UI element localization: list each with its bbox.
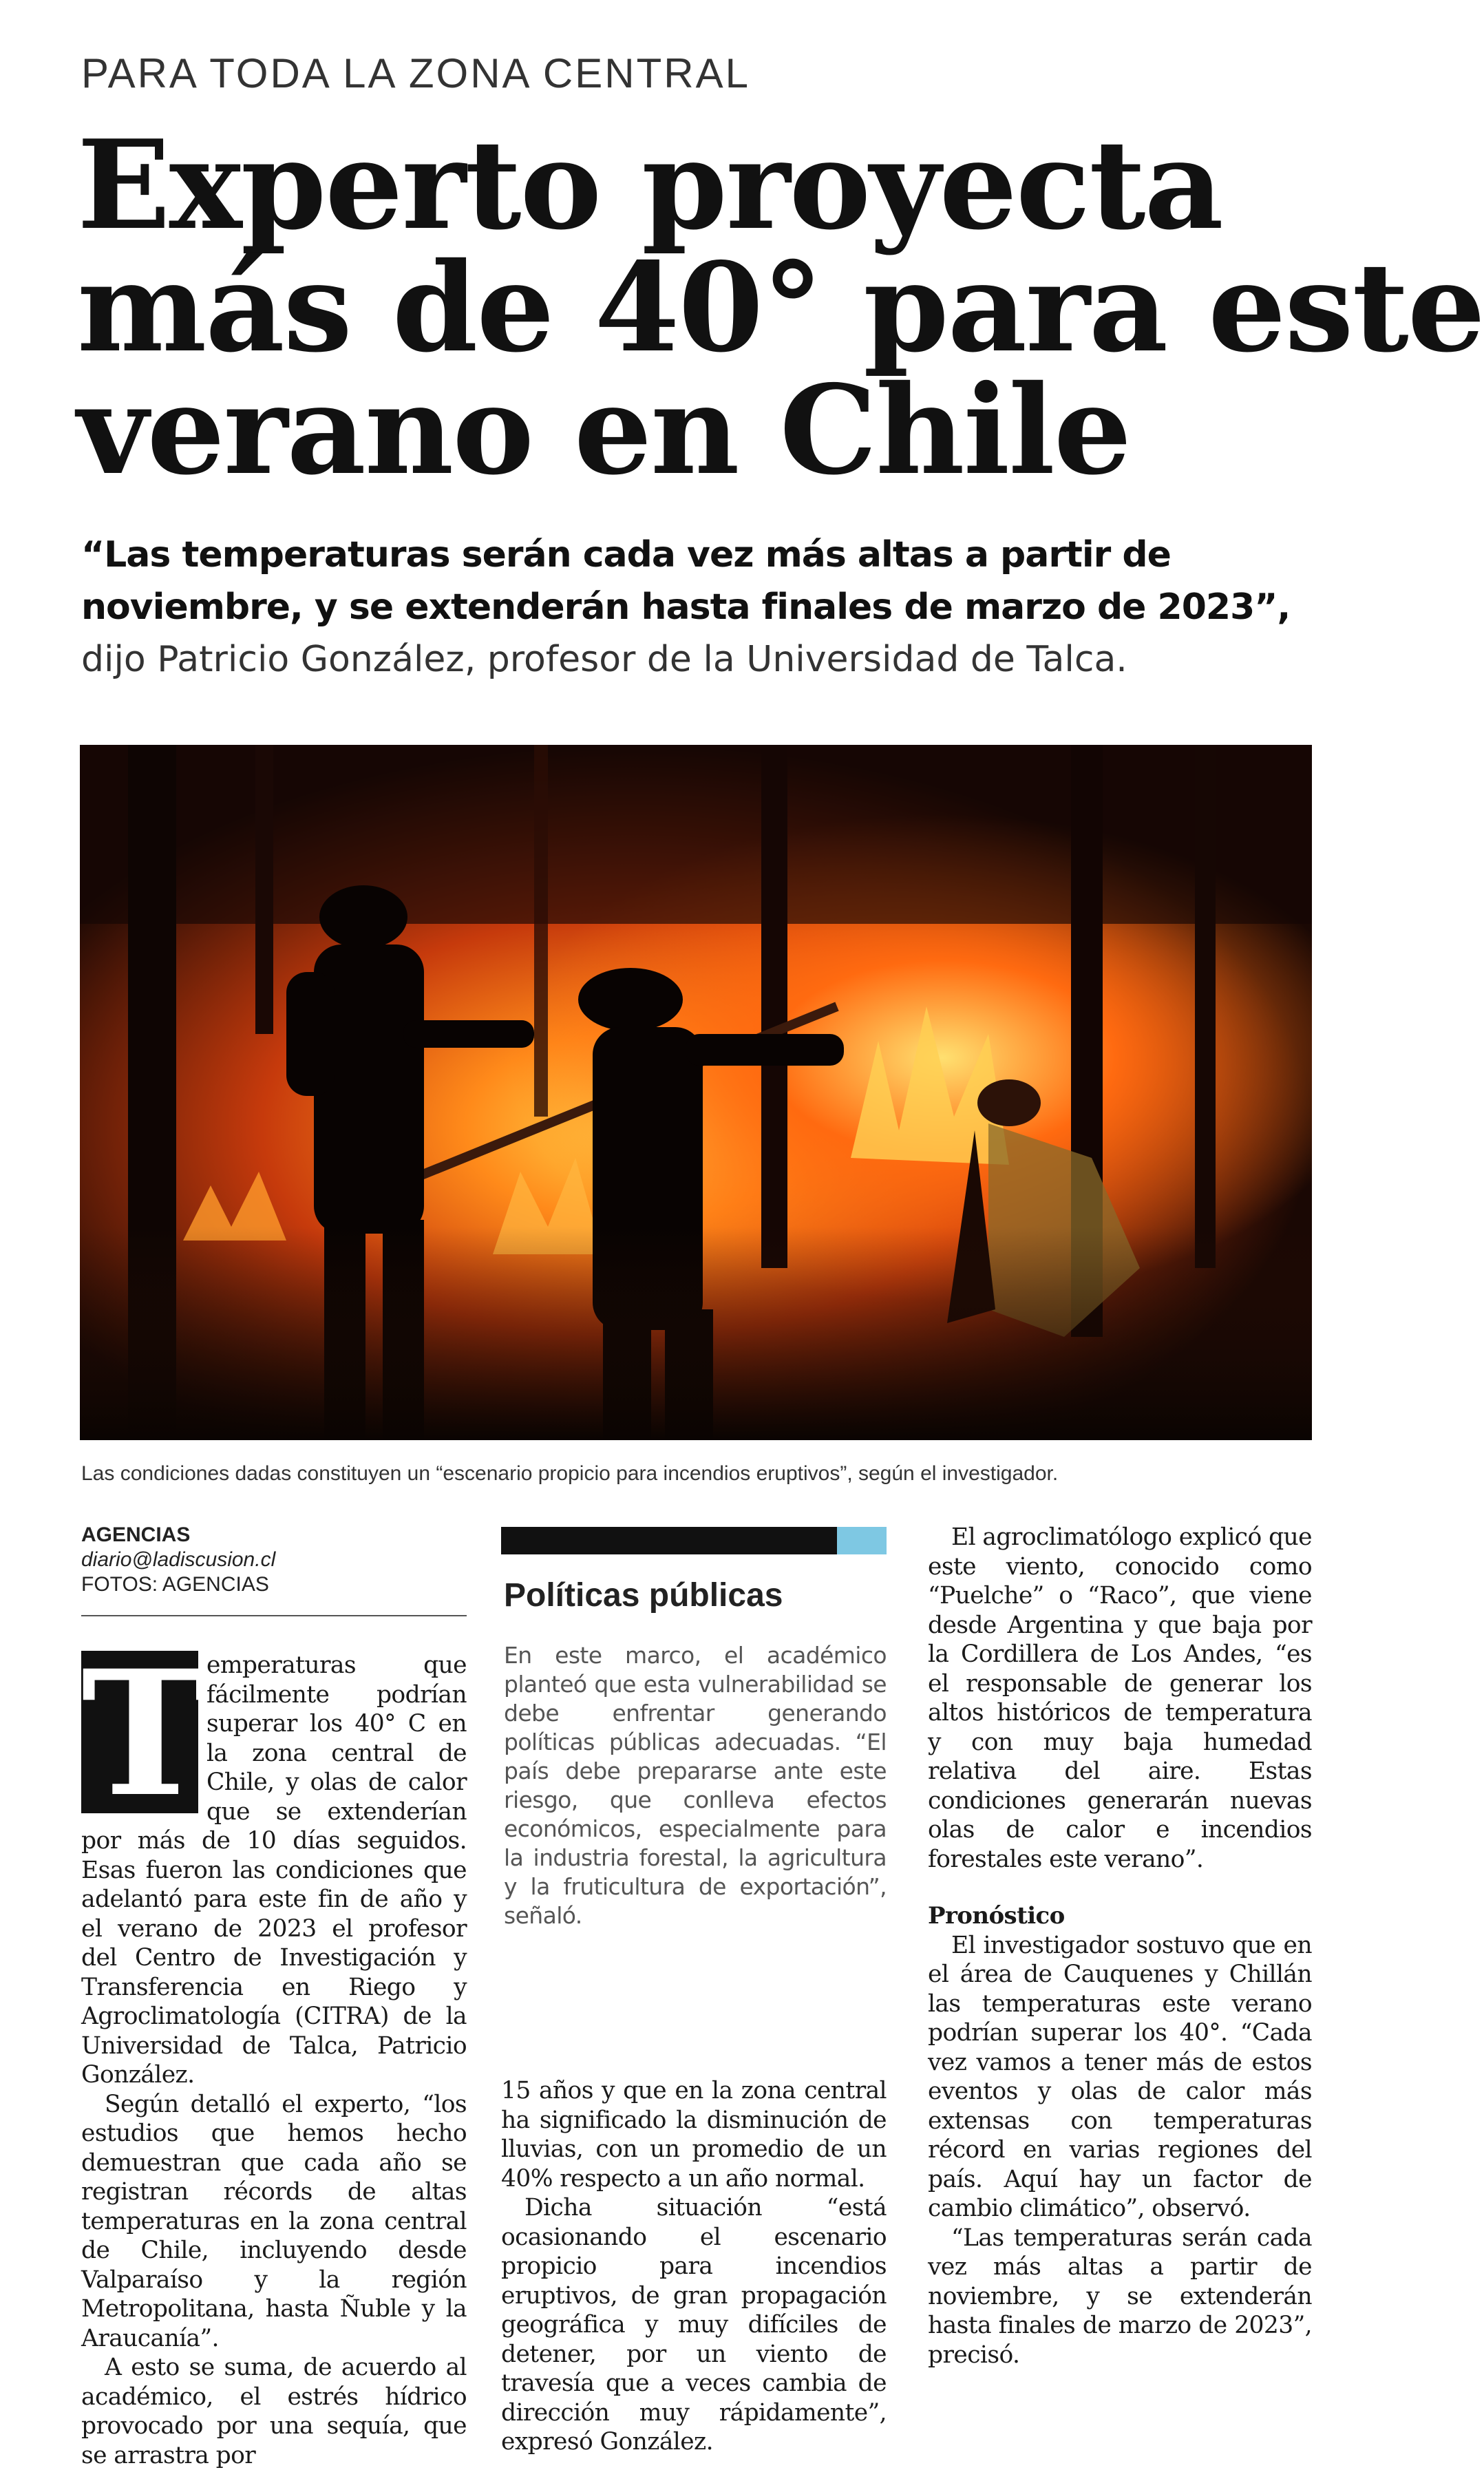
sidebar-box-body: En este marco, el académico planteó que esta vulnerabilidad se debe enfrentar generando políticas públicas adecuadas. “El país debe prepararse ante este riesgo, que conlleva efectos económicos, especialmente para la industria forestal, la agricultura y la fruticultura de exportación”, señaló.: [504, 1642, 887, 1929]
byline-photos: FOTOS: AGENCIAS: [81, 1573, 269, 1596]
paragraph: El agroclimatólogo explicó que este viento, conocido como “Puelche” o “Raco”, que viene desde Argentina y que baja por la Cordillera de Los Andes, “es el responsable de generar los altos históricos de temperatura y con muy baja humedad relativa del aire. Estas condiciones generarán nuevas olas de calor e incendios forestales este verano”.: [928, 1523, 1312, 1873]
wildfire-photo: [80, 745, 1312, 1440]
paragraph: [81, 1632, 467, 2090]
headline: [77, 113, 1484, 502]
paragraph: Según detalló el experto, “los estudios que hemos hecho demuestran que cada año se registran récords de altas temperaturas en la zona central de Chile, incluyendo desde Valparaíso y la región Metropolitana, hasta Ñuble y la Araucanía”.: [81, 2090, 467, 2352]
headline-line: verano en Chile: [77, 358, 1131, 502]
byline-agency: AGENCIAS: [81, 1523, 191, 1546]
deck-quote: “Las temperaturas serán cada vez más altas a partir de noviembre, y se extenderán hasta finales de marzo de 2023”,: [81, 534, 1291, 628]
byline-divider: [81, 1615, 467, 1616]
bar-accent: [837, 1527, 887, 1554]
column-2: [501, 2076, 887, 2457]
paragraph: 15 años y que en la zona central ha significado la disminución de lluvias, con un promedio de un 40% respecto a un año normal.: [501, 2077, 887, 2193]
deck-attribution: dijo Patricio González, profesor de la Universidad de Talca.: [81, 639, 1127, 680]
byline-email: diario@ladiscusion.cl: [81, 1548, 276, 1571]
byline: [81, 1523, 467, 1597]
kicker: PARA TODA LA ZONA CENTRAL: [81, 50, 750, 96]
drop-cap: T: [81, 1632, 209, 1835]
paragraph: Dicha situación “está ocasionando el escenario propicio para incendios eruptivos, de gran propagación geográfica y muy difíciles de detener, por un viento de travesía que a veces cambia de dirección muy rápidamente”, expresó González.: [501, 2194, 887, 2456]
firefighters-image: [80, 745, 1312, 1440]
deck: [81, 529, 1348, 686]
paragraph: “Las temperaturas serán cada vez más altas a partir de noviembre, y se extenderán hasta finales de marzo de 2023”, precisó.: [928, 2224, 1312, 2369]
paragraph: El investigador sostuvo que en el área de Cauquenes y Chillán las temperaturas este verano podrían superar los 40°. “Cada vez vamos a tener más de estos eventos y olas de calor más extensas con temperaturas récord en varias regiones del país. Aquí hay un factor de cambio climático”, observó.: [928, 1931, 1312, 2222]
headline-line: más de 40° para este: [77, 235, 1484, 379]
column-3: [928, 1523, 1312, 2369]
bar-dark: [501, 1527, 837, 1554]
paragraph: A esto se suma, de acuerdo al académico, el estrés hídrico provocado por una sequía, que se arrastra por: [81, 2354, 467, 2469]
headline-line: Experto proyecta: [77, 113, 1222, 257]
subheading-pronostico: Pronóstico: [928, 1902, 1065, 1930]
column-1: [81, 1632, 467, 2470]
paragraph-text: emperaturas que fácilmente podrían superar los 40° C en la zona central de Chile, y olas de calor que se extenderían por más de 10 días seguidos. Esas fueron las condiciones que adelantó para este fin de año y el verano de 2023 el profesor del Centro de Investigación y Transferencia en Riego y Agroclimatología (CITRA) de la Universidad de Talca, Patricio González.: [81, 1651, 467, 2089]
sidebar-box-title: Políticas públicas: [504, 1577, 783, 1614]
photo-caption: Las condiciones dadas constituyen un “escenario propicio para incendios eruptivos”, según el investigador.: [81, 1462, 1059, 1485]
sidebar-box-bar: [501, 1527, 887, 1554]
